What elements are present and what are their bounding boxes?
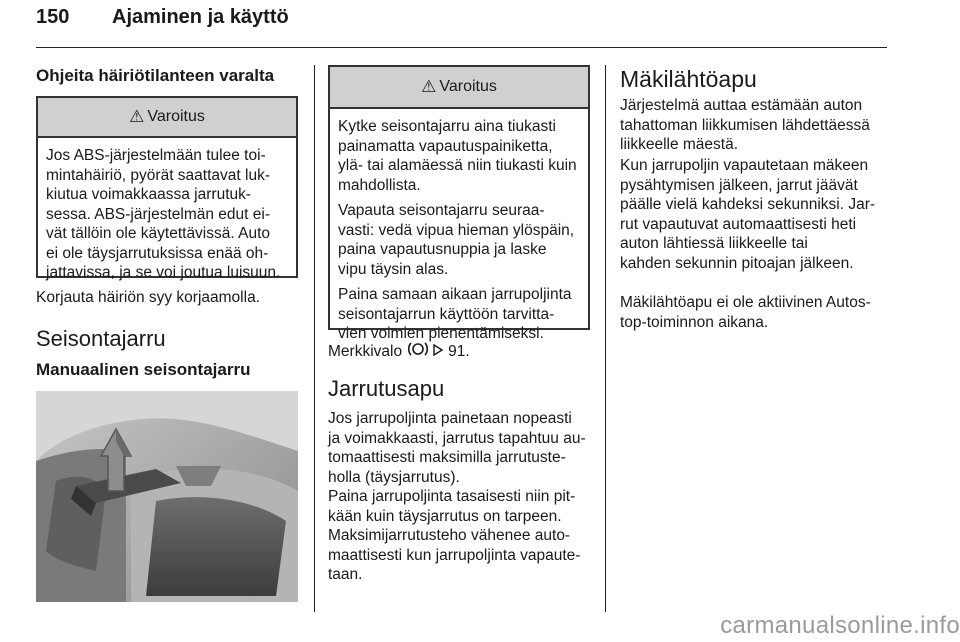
page-reference-icon	[433, 342, 443, 362]
warning-header	[330, 67, 588, 109]
warning-text	[46, 146, 288, 283]
jarrutusapu-paragraph-2: Paina jarrupoljinta tasaisesti niin pit- kään kuin täysjarrutus on tarpeen. Maksimijarrutusteho vähenee auto- maattisesti kun jarrupoljinta vapaute- taan.	[328, 488, 581, 583]
subsection-title: Manuaalinen seisontajarru	[36, 360, 251, 379]
section-title-makilahtoapu: Mäkilähtöapu	[620, 66, 757, 92]
warning-line: vät tällöin ole käytettävissä. Auto	[46, 225, 271, 242]
indicator-reference	[328, 341, 470, 363]
chapter-title: Ajaminen ja käyttö	[112, 6, 289, 28]
repair-text: Korjauta häiriön syy korjaamolla.	[36, 289, 260, 306]
column-divider-right	[605, 65, 606, 612]
section-heading: Ohjeita häiriötilanteen varalta	[36, 66, 275, 85]
warning-line: kiutua voimakkaassa jarrutuk-	[46, 186, 252, 203]
handbrake-illustration	[36, 391, 298, 602]
warning-body	[38, 138, 296, 283]
warning-line: ei ole täysjarrutuksissa enää oh-	[46, 244, 269, 262]
warning-line: mintahäiriö, pyörät saattavat luk-	[46, 166, 270, 184]
handbrake-photo	[36, 391, 298, 602]
makilahtoapu-paragraph-2: Kun jarrupoljin vapautetaan mäkeen pysähtymisen jälkeen, jarrut jäävät päälle vielä kahdeksi sekunniksi. Jar- rut vapautuvat automaattisesti heti auton lähtiessä liikkeelle tai kahden sekunnin pitoajan jälkeen.	[620, 157, 876, 272]
header-rule	[36, 47, 887, 48]
warning-line: sessa. ABS-järjestelmän edut ei-	[46, 205, 270, 223]
column-divider-left	[314, 65, 315, 612]
indicator-label: Merkkivalo	[328, 343, 403, 360]
makilahtoapu-paragraph-1: Järjestelmä auttaa estämään auton tahattoman liikkumisen lähdettäessä liikkeelle mäestä.	[620, 97, 870, 153]
warning-paragraph: Vapauta seisontajarru seuraa- vasti: vedä vipua hieman ylöspäin, paina vapautusnuppia ja laske vipu täysin alas.	[338, 202, 575, 278]
brake-warning-icon	[407, 341, 429, 363]
section-title-jarrutusapu: Jarrutusapu	[328, 376, 445, 401]
warning-title: Varoitus	[147, 108, 205, 125]
warning-box-abs	[36, 96, 298, 281]
warning-line: Jos ABS-järjestelmään tulee toi-	[46, 147, 266, 164]
warning-line: jattavissa, ja se voi joutua luisuun.	[46, 264, 281, 281]
warning-title: Varoitus	[439, 78, 497, 95]
warning-icon: ⚠︎	[129, 107, 145, 126]
watermark[interactable]: carmanualsonline.info	[720, 612, 960, 639]
jarrutusapu-paragraph-1: Jos jarrupoljinta painetaan nopeasti ja voimakkaasti, jarrutus tapahtuu au- tomaattisesti maksimilla jarrutuste- holla (täysjarrutus).	[328, 410, 586, 486]
section-title-seisontajarru: Seisontajarru	[36, 326, 166, 351]
makilahtoapu-paragraph-3: Mäkilähtöapu ei ole aktiivinen Autos- top-toiminnon aikana.	[620, 294, 871, 331]
warning-body	[330, 109, 588, 344]
indicator-page: 91.	[448, 343, 470, 360]
warning-box-seisontajarru	[328, 65, 590, 342]
page-number: 150	[36, 6, 70, 28]
warning-paragraph: Kytke seisontajarru aina tiukasti painamatta vapautuspainiketta, ylä- tai alamäessä niin tiukasti kuin mahdollista.	[338, 118, 577, 194]
warning-header	[38, 98, 296, 138]
warning-icon: ⚠︎	[421, 77, 437, 96]
warning-paragraph: Paina samaan aikaan jarrupoljinta seisontajarrun käyttöön tarvitta- vien voimien pienentämiseksi.	[338, 286, 572, 342]
